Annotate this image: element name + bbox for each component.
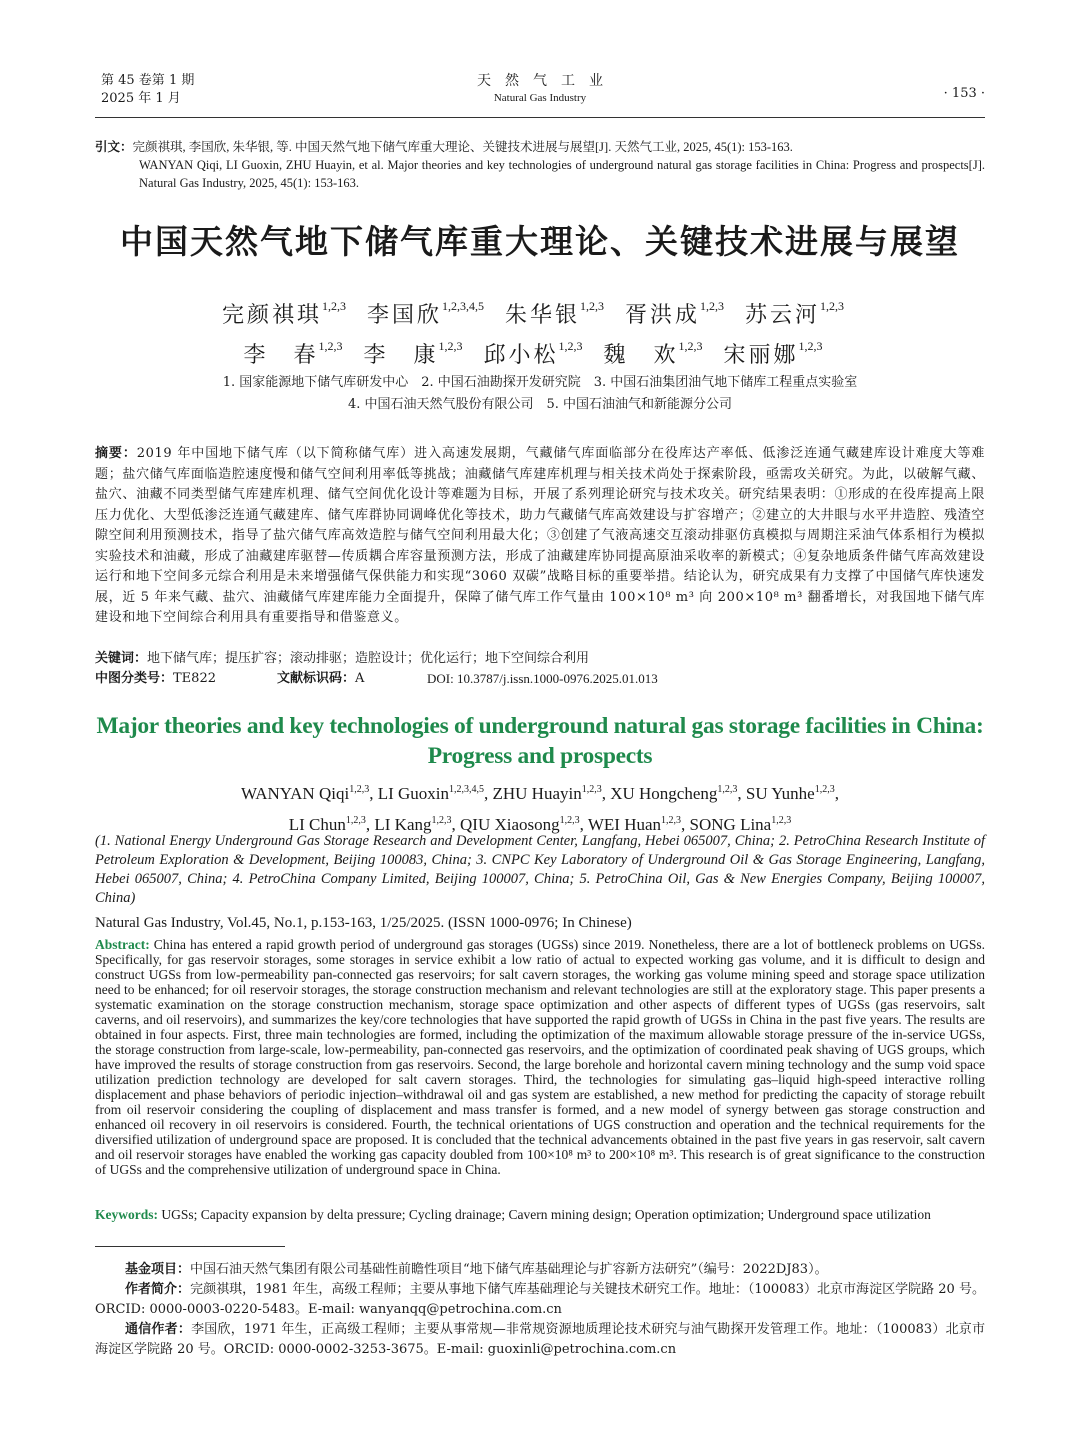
volume-issue: 第 45 卷第 1 期 [101, 73, 195, 88]
author-cn: 胥洪成 [625, 303, 701, 328]
affiliations-en: (1. National Energy Underground Gas Storage Research and Development Center, Langfang, Hebei 065007, China; 2. PetroChina Research Institute of Petroleum Exploration & Development, Beijing 100083, China; 3. CNPC Key Laboratory of Underground Oil & Gas Storage Engineering, Langfang, Hebei 065007, China; 4. PetroChina Company Limited, Beijing 100007, China; 5. PetroChina Oil, Gas & New Energies Company, Beijing 100007, China) [95, 833, 985, 906]
author-en: QIU Xiaosong [460, 815, 560, 834]
author-sup: 1,2,3 [559, 815, 580, 826]
footnote-corresponding [95, 1320, 985, 1360]
journal-name [95, 72, 985, 106]
citation-en: WANYAN Qiqi, LI Guoxin, ZHU Huayin, et al. Major theories and key technologies of underground natural gas storage facilities in China: Progress and prospects[J]. Natural Gas Industry, 2025, 45(1): 153-163. [139, 158, 985, 190]
abstract-cn-text: 2019 年中国地下储气库（以下简称储气库）进入高速发展期，气藏储气库面临部分在役库达产率低、低渗泛连通气藏建库设计难度大等难题；盐穴储气库面临造腔速度慢和储气空间利用率低等挑战；油藏储气库建库机理与相关技术尚处于探索阶段，亟需攻关研究。为此，以破解气藏、盐穴、油藏不同类型储气库建库机理、储气空间优化设计等难题为目标，开展了系列理论研究与技术攻关。研究结果表明：①形成的在役库提高上限压力优化、大型低渗泛连通气藏建库、储气库群协同调峰优化等技术，助力气藏储气库高效建设与扩容增产；②建立的大井眼与水平井造腔、残渣空隙空间利用预测技术，指导了盐穴储气库高效造腔与储气空间利用最大化；③创建了气液高速交互滚动排驱仿真模拟与周期注采油气体系相行为模拟实验技术和油藏，形成了油藏建库驱替—传质耦合库容量预测方法，形成了油藏建库协同提高原油采收率的新模式；④复杂地质条件储气库高效建设运行和地下空间多元综合利用是未来增强储气保供能力和实现“3060 双碳”战略目标的重要举措。结论认为，研究成果有力支撑了中国储气库快速发展，近 5 年来气藏、盐穴、油藏储气库建库能力全面提升，保障了储气库工作气量由 100×10⁸ m³ 向 200×10⁸ m³ 翻番增长，对我国地下储气库建设和地下空间综合利用具有重要指导和借鉴意义。 [95, 446, 985, 625]
affiliations-cn-line2: 4. 中国石油天然气股份有限公司 5. 中国石油油气和新能源分公司 [347, 397, 733, 412]
abstract-cn [95, 444, 985, 629]
clc-value: TE822 [173, 671, 216, 686]
journal-name-en: Natural Gas Industry [493, 92, 587, 104]
author-sup: 1,2,3 [580, 299, 604, 313]
footnote-author [95, 1280, 985, 1320]
authors-en-row1: WANYAN Qiqi$^{1,2,3}$, LI Guoxin$^{1,2,3,4,5}$, ZHU Huayin$^{1,2,3}$, XU Hongcheng$^{1,2,3}$, SU Yunhe$^{1,2,3}$, [241, 784, 839, 803]
author-sup: 1,2,3 [581, 784, 602, 795]
keywords-en [95, 1207, 985, 1222]
document-code [277, 669, 364, 689]
author-cn: 完颜祺琪 [221, 303, 322, 328]
author-en: XU Hongcheng [610, 784, 718, 803]
author-sup: 1,2,3 [558, 339, 583, 353]
author-sup: 1,2,3 [349, 784, 370, 795]
running-header [95, 72, 985, 122]
author-sup: 1,2,3,4,5 [448, 784, 484, 795]
affiliations-cn-line1: 1. 国家能源地下储气库研发中心 2. 中国石油勘探开发研究院 3. 中国石油集团油气地下储库工程重点实验室 [222, 375, 858, 390]
corresponding-label: 通信作者： [125, 1322, 192, 1337]
author-cn: 李 康 [363, 343, 439, 368]
author-sup: 1,2,3 [321, 299, 346, 313]
affiliations-cn [95, 372, 985, 416]
author-sup: 1,2,3 [717, 784, 738, 795]
doi: DOI: 10.3787/j.issn.1000-0976.2025.01.013 [427, 671, 658, 686]
journal-info-en: Natural Gas Industry, Vol.45, No.1, p.153-163, 1/25/2025. (ISSN 1000-0976; In Chinese) [95, 915, 632, 931]
title-en-line1: Major theories and key technologies of underground natural gas storage facilities in China: [96, 713, 984, 739]
author-en: ZHU Huayin [492, 784, 582, 803]
title-en-line2: Progress and prospects [427, 743, 653, 769]
author-sup: 1,2,3 [700, 299, 725, 313]
author-sup: 1,2,3 [771, 815, 792, 826]
author-sup: 1,2,3 [438, 339, 463, 353]
abstract-en-text: China has entered a rapid growth period of underground gas storages (UGSs) since 2019. Nonetheless, there are a lot of bottleneck problems on UGSs. Specifically, for gas reservoir storages, some storages in service exhibit a low ratio of actual to expected working gas volume, and it is difficult to design and construct UGSs from low-permeability pan-connected gas reservoirs; for salt cavern storages, the working gas volume mining speed and storage space utilization need to be enhanced; for oil reservoir storages, the storage construction mechanism and relevant technologies are still at the exploratory stage. This paper presents a systematic examination on the storage construction mechanism, storage space optimization and other aspects of different types of UGSs (gas reservoirs, salt caverns, and oil reservoirs), and summarizes the key/core technologies that have supported the rapid growth of UGSs in China in the past five years. The results are obtained in four aspects. First, three main technologies are formed, including the optimization of the maximum allowable storage pressure of the in-service UGSs, the storage construction from large-scale, low-permeability, pan-connected gas reservoirs, and the optimization of coordinated peak shaving of UGS groups, which have improved the results of storage construction from gas reservoirs. Second, the large borehole and horizontal cavern mining technology and the sump void space utilization prediction technology are developed for salt cavern storages. Third, the technologies for simulating gas–liquid high-speed interactive rolling displacement and phase behaviors of periodic injection–withdrawal oil and gas system are established, a new method for predicting the capacity of storage rebuilt from oil reservoir considering the coupling of displacement and mass transfer is formed, and a new model of synergy between gas storage construction and enhanced oil recovery in oil reservoirs is considered. Fourth, the technical orientations of UGS construction and operation and the technical requirements for the diversified utilization of underground space are proposed. It is concluded that the technical advancements obtained in the past five years in gas reservoir, salt cavern and oil reservoir storages have enabled the working gas capacity doubled from 100×10⁸ m³ to 200×10⁸ m³. This research is of great significance to the construction of UGSs and the comprehensive utilization of underground space in China. [95, 937, 985, 1177]
author-cn: 李 春 [243, 343, 319, 368]
authors-cn-row2 [95, 326, 985, 376]
citation-block [95, 138, 985, 192]
author-sup: 1,2,3 [798, 339, 823, 353]
citation-label: 引文： [95, 139, 133, 154]
fund-label: 基金项目： [125, 1262, 191, 1277]
author-sup: 1,2,3 [678, 339, 703, 353]
author-sup: 1,2,3 [820, 299, 845, 313]
keywords-en-text: UGSs; Capacity expansion by delta pressure; Cycling drainage; Cavern mining design; Operation optimization; Underground space utilization [161, 1207, 931, 1222]
author-cn: 邱小松 [483, 343, 559, 368]
authors-en-row2: LI Chun$^{1,2,3}$, LI Kang$^{1,2,3}$, QIU Xiaosong$^{1,2,3}$, WEI Huan$^{1,2,3}$, SONG Lina$^{1,2,3}$ [288, 815, 792, 834]
author-en: LI Guoxin [377, 784, 449, 803]
footnote-fund [95, 1260, 985, 1280]
footnote-rule [95, 1246, 285, 1247]
author-en: WANYAN Qiqi [241, 784, 350, 803]
author-cn: 朱华银 [504, 303, 580, 328]
author-sup: 1,2,3 [318, 339, 343, 353]
keywords-cn-label: 关键词： [95, 651, 148, 666]
author-sup: 1,2,3 [431, 815, 452, 826]
author-en: WEI Huan [587, 815, 662, 834]
clc-label: 中图分类号： [95, 671, 174, 686]
abstract-en [95, 937, 985, 1177]
author-sup: 1,2,3 [814, 784, 835, 795]
author-en: SONG Lina [689, 815, 772, 834]
abstract-cn-label: 摘要： [95, 446, 137, 461]
author-sup: 1,2,3 [661, 815, 682, 826]
author-cn: 宋丽娜 [723, 343, 799, 368]
author-sup: 1,2,3 [345, 815, 366, 826]
doc-value: A [355, 671, 365, 686]
header-rule [95, 117, 985, 118]
author-bio-label: 作者简介： [125, 1282, 191, 1297]
paper-title-en [95, 711, 985, 771]
author-cn: 李国欣 [366, 303, 442, 328]
authors-en [95, 776, 985, 838]
author-en: SU Yunhe [745, 784, 815, 803]
issue-date: 2025 年 1 月 [101, 91, 181, 106]
fund-text: 中国石油天然气集团有限公司基础性前瞻性项目“地下储气库基础理论与扩容新方法研究”（编号：2022DJ83）。 [190, 1262, 828, 1277]
keywords-cn-text: 地下储气库；提压扩容；滚动排驱；造腔设计；优化运行；地下空间综合利用 [147, 651, 590, 666]
author-en: LI Kang [374, 815, 432, 834]
doc-label: 文献标识码： [277, 671, 356, 686]
corresponding-text: 李国欣，1971 年生，正高级工程师；主要从事常规—非常规资源地质理论技术研究与油气勘探开发管理工作。地址：（100083）北京市海淀区学院路 20 号。ORCID: 0000-0002-3253-3675。E-mail: guoxinli@petrochina.com.cn [95, 1322, 985, 1357]
page-number: · 153 · [943, 86, 985, 101]
author-bio-text: 完颜祺琪，1981 年生，高级工程师；主要从事地下储气库基础理论与关键技术研究工作。地址：（100083）北京市海淀区学院路 20 号。ORCID: 0000-0003-0220-5483。E-mail: wanyanqq@petrochina.com.cn [95, 1282, 985, 1317]
author-cn: 魏 欢 [603, 343, 679, 368]
keywords-cn [95, 649, 985, 669]
author-sup: 1,2,3,4,5 [441, 299, 484, 313]
citation-cn: 完颜祺琪, 李国欣, 朱华银, 等. 中国天然气地下储气库重大理论、关键技术进展与展望[J]. 天然气工业, 2025, 45(1): 153-163. [132, 140, 793, 154]
clc-number [95, 669, 216, 689]
author-en: LI Chun [288, 815, 346, 834]
author-cn: 苏云河 [745, 303, 821, 328]
journal-name-cn: 天然气工业 [477, 73, 617, 89]
abstract-en-label: Abstract: [95, 937, 150, 952]
paper-title-cn: 中国天然气地下储气库重大理论、关键技术进展与展望 [120, 222, 960, 261]
keywords-en-label: Keywords: [95, 1207, 158, 1222]
